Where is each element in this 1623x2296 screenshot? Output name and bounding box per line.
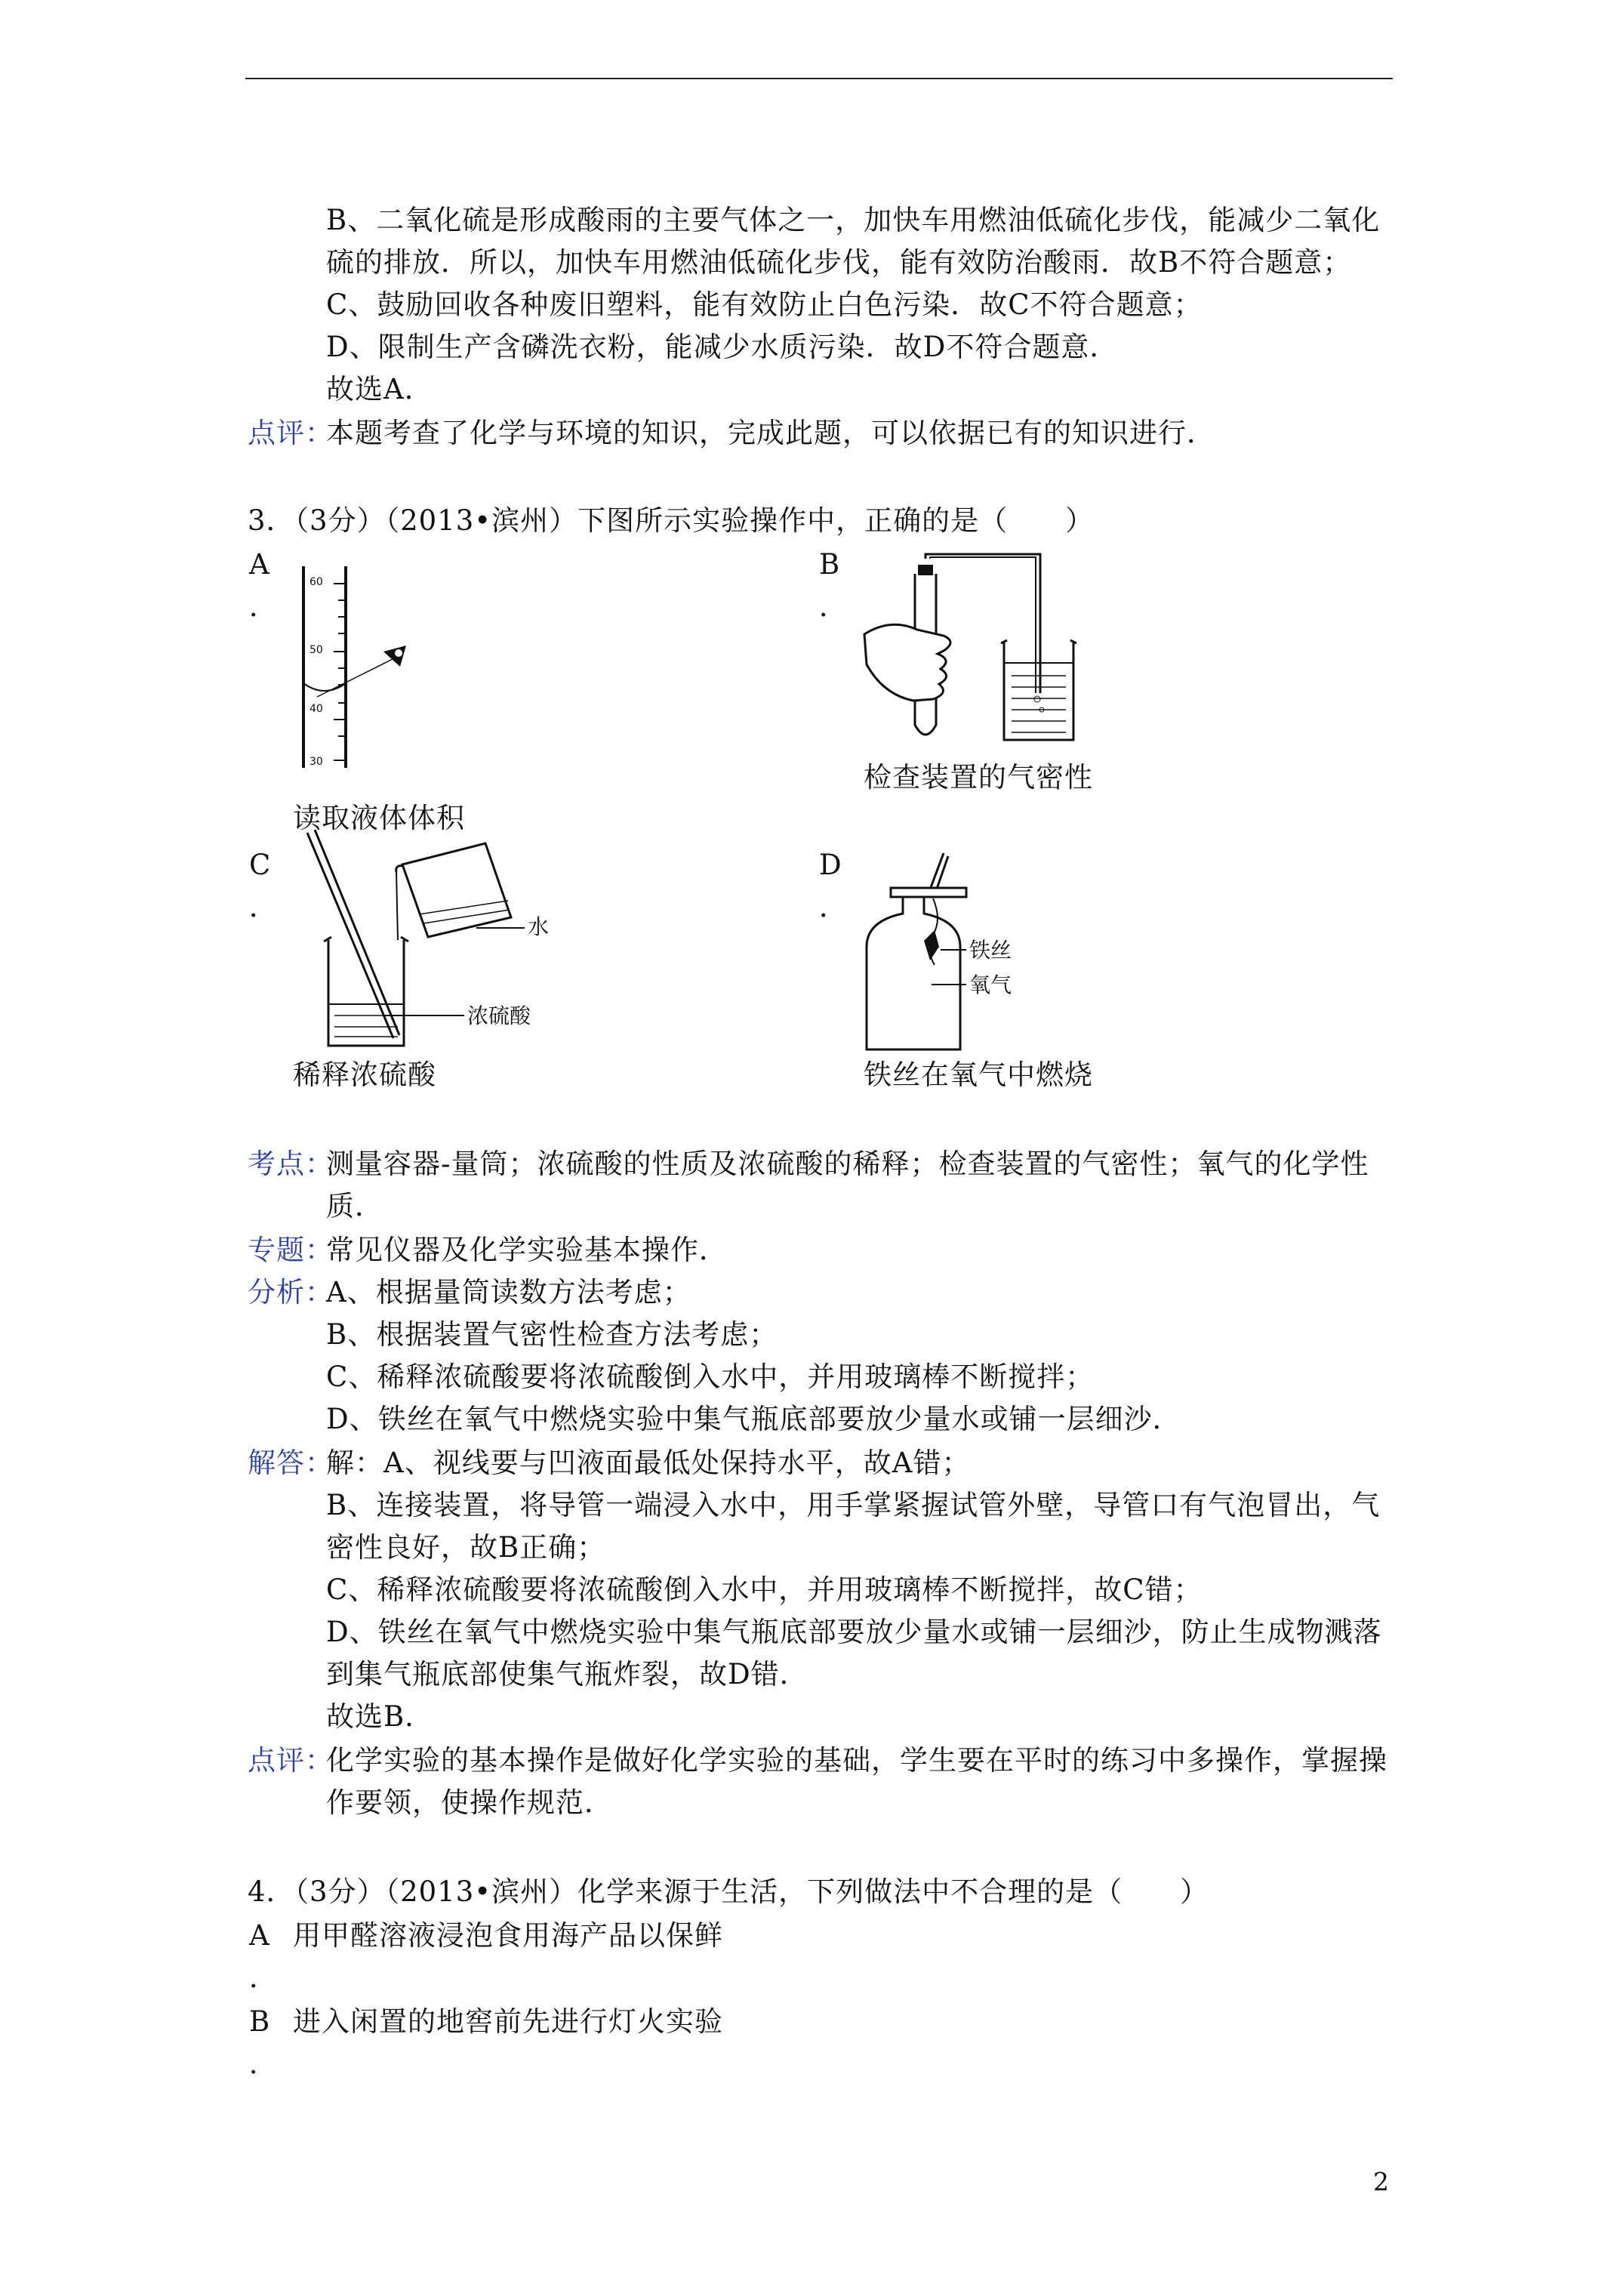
q4-option-b-text: 进入闲置的地窖前先进行灯火实验 <box>293 2005 723 2038</box>
q3-zhuanti-text: 常见仪器及化学实验基本操作． <box>326 1234 728 1266</box>
q3-option-b-dot: ． <box>819 590 848 623</box>
q3-option-b-letter: B <box>819 548 841 581</box>
q4-option-a-letter: A <box>249 1919 270 1952</box>
page-number: 2 <box>1373 2167 1389 2196</box>
q2-option-c-analysis: C、鼓励回收各种废旧塑料，能有效防止白色污染．故C不符合题意； <box>326 288 1203 321</box>
q3-jieda-line: C、稀释浓硫酸要将浓硫酸倒入水中，并用玻璃棒不断搅拌，故C错； <box>326 1573 1203 1606</box>
label-water: 水 <box>528 914 550 939</box>
cylinder-mark-30: 30 <box>310 756 323 768</box>
label-oxygen: 氧气 <box>969 972 1012 997</box>
q3-kaodian-line2: 质． <box>326 1190 383 1222</box>
q2-review-label: 点评： <box>248 417 334 449</box>
q3-dianping-line1: 化学实验的基本操作是做好化学实验的基础，学生要在平时的练习中多操作，掌握操 <box>326 1744 1387 1777</box>
q4-stem: 4．（3分）（2013•滨州）化学来源于生活，下列做法中不合理的是（ ） <box>248 1875 1209 1908</box>
q2-option-d-analysis: D、限制生产含磷洗衣粉，能减少水质污染．故D不符合题意． <box>326 331 1119 363</box>
q3-option-d-letter: D <box>819 849 842 881</box>
q3-dianping-line2: 作要领，使操作规范． <box>326 1786 613 1819</box>
q2-option-b-analysis-line2: 硫的排放．所以，加快车用燃油低硫化步伐，能有效防治酸雨．故B不符合题意； <box>326 246 1352 279</box>
label-concentrated-sulfuric-acid: 浓硫酸 <box>467 1003 531 1028</box>
q3-option-d-figure-iron-wire-burning <box>861 852 1057 1056</box>
q3-jieda-label: 解答： <box>248 1447 334 1479</box>
q3-jieda-line: B、连接装置，将导管一端浸入水中，用手掌紧握试管外壁，导管口有气泡冒出，气 <box>326 1489 1381 1521</box>
q3-option-d-dot: ． <box>819 891 848 923</box>
cylinder-mark-60: 60 <box>310 576 323 588</box>
q2-conclusion: 故选A． <box>326 373 433 405</box>
q3-dianping-label: 点评： <box>248 1744 334 1777</box>
q3-zhuanti-label: 专题： <box>248 1234 334 1266</box>
q3-option-c-caption: 稀释浓硫酸 <box>293 1059 436 1091</box>
q3-stem: 3．（3分）（2013•滨州）下图所示实验操作中，正确的是（ ） <box>248 504 1095 537</box>
q3-option-b-figure-airtightness-check <box>861 551 1087 749</box>
q3-option-a-caption: 读取液体体积 <box>293 802 465 834</box>
q3-option-a-letter: A <box>249 548 270 581</box>
header-rule <box>245 78 1393 79</box>
label-iron-wire: 铁丝 <box>969 938 1012 963</box>
q3-option-d-caption: 铁丝在氧气中燃烧 <box>864 1059 1093 1091</box>
q3-jieda-line: 密性良好，故B正确； <box>326 1531 606 1564</box>
q4-option-b-letter: B <box>249 2005 271 2038</box>
q3-option-c-figure-diluting-acid <box>298 827 585 1053</box>
q3-fenxi-line: B、根据装置气密性检查方法考虑； <box>326 1318 778 1351</box>
q3-fenxi-line: D、铁丝在氧气中燃烧实验中集气瓶底部要放少量水或铺一层细沙． <box>326 1403 1181 1435</box>
q3-jieda-line: 到集气瓶底部使集气瓶炸裂，故D错． <box>326 1658 808 1690</box>
q3-jieda-line: 解：A、视线要与凹液面最低处保持水平，故A错； <box>326 1447 971 1479</box>
q3-option-c-dot: ． <box>249 891 278 923</box>
q3-jieda-line: D、铁丝在氧气中燃烧实验中集气瓶底部要放少量水或铺一层细沙，防止生成物溅落 <box>326 1616 1382 1648</box>
cylinder-mark-40: 40 <box>310 703 323 715</box>
q3-kaodian-line1: 测量容器-量筒；浓硫酸的性质及浓硫酸的稀释；检查装置的气密性；氧气的化学性 <box>326 1148 1369 1180</box>
q3-kaodian-label: 考点： <box>248 1148 334 1180</box>
q2-review-text: 本题考查了化学与环境的知识，完成此题，可以依据已有的知识进行． <box>326 417 1215 449</box>
q4-option-a-dot: ． <box>249 1962 278 1994</box>
q3-fenxi-line: C、稀释浓硫酸要将浓硫酸倒入水中，并用玻璃棒不断搅拌； <box>326 1361 1095 1393</box>
q3-fenxi-line: A、根据量筒读数方法考虑； <box>326 1276 691 1308</box>
q3-jieda-line: 故选B． <box>326 1700 434 1733</box>
q2-option-b-analysis-line1: B、二氧化硫是形成酸雨的主要气体之一，加快车用燃油低硫化步伐，能减少二氧化 <box>326 204 1381 236</box>
q4-option-a-text: 用甲醛溶液浸泡食用海产品以保鲜 <box>293 1919 723 1952</box>
q4-option-b-dot: ． <box>249 2048 278 2080</box>
q3-option-a-figure-graduated-cylinder <box>287 562 438 774</box>
cylinder-mark-50: 50 <box>310 644 323 656</box>
q3-option-c-letter: C <box>249 849 272 881</box>
q3-option-a-dot: ． <box>249 590 278 623</box>
q3-option-b-caption: 检查装置的气密性 <box>864 761 1093 794</box>
q3-fenxi-label: 分析： <box>248 1276 334 1308</box>
